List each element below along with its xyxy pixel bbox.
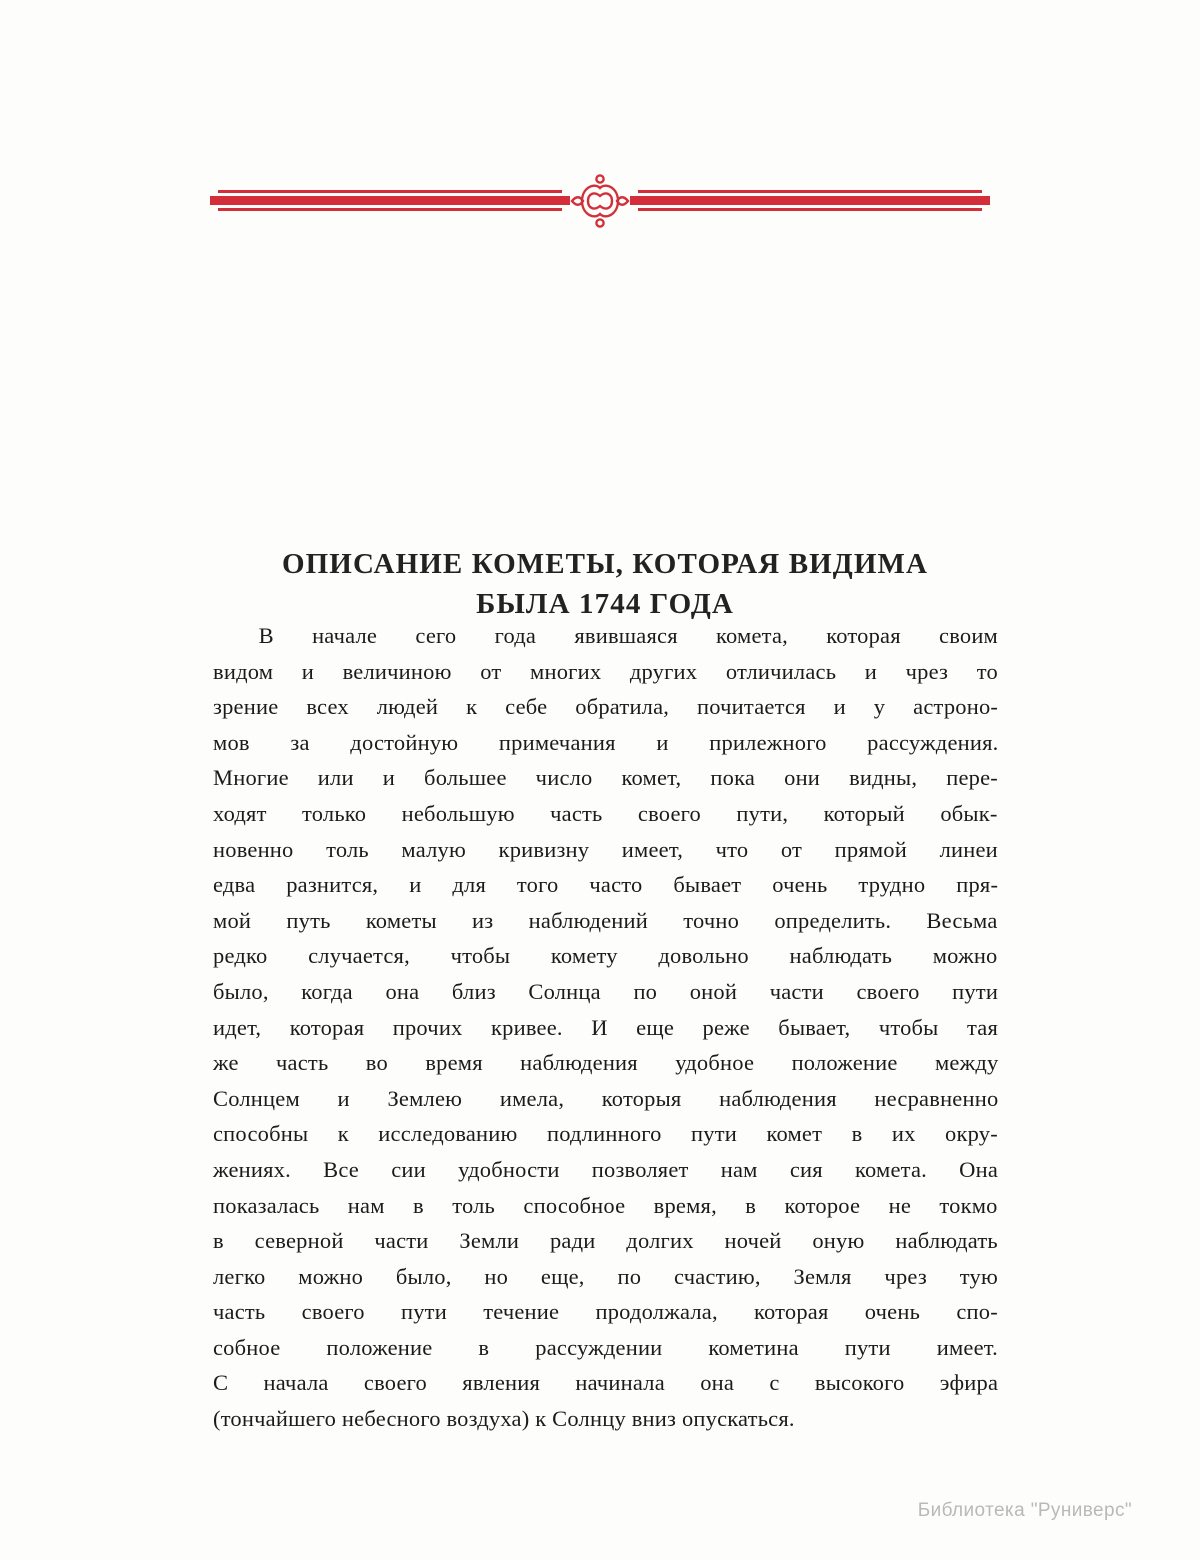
page-title: [210, 544, 1000, 624]
text-line: же часть во время наблюдения удобное положение между: [213, 1050, 999, 1076]
library-watermark: Библиотека "Руниверс": [917, 1500, 1132, 1521]
text-line: способны к исследованию подлинного пути комет в их окру-: [213, 1121, 998, 1147]
text-line: В начале сего года явившаяся комета, которая своим: [258, 623, 998, 648]
text-line: собное положение в рассуждении кометина пути имеет.: [213, 1334, 998, 1360]
text-line: Солнцем и Землею имела, которыя наблюдения несравненно: [213, 1085, 999, 1111]
text-line: мов за достойную примечания и прилежного рассуждения.: [213, 729, 999, 755]
ornament-bar-left: [210, 196, 570, 205]
text-line: показалась нам в толь способное время, в которое не токмо: [213, 1192, 998, 1218]
text-line: Многие или и большее число комет, пока они видны, пере-: [213, 765, 998, 791]
text-line: часть своего пути течение продолжала, которая очень спо-: [213, 1299, 998, 1325]
text-line: идет, которая прочих кривее. И еще реже бывает, чтобы тая: [213, 1014, 999, 1040]
text-line: ходят только небольшую часть своего пути, который обык-: [213, 800, 998, 826]
text-line: зрение всех людей к себе обратила, почитается и у астроно-: [213, 694, 999, 720]
page-title-line-2: БЫЛА 1744 ГОДА: [476, 588, 734, 621]
text-line: едва разнится, и для того часто бывает очень трудно пря-: [213, 872, 999, 898]
text-line: в северной части Земли ради долгих ночей оную наблюдать: [213, 1228, 998, 1254]
text-line: было, когда она близ Солнца по оной части своего пути: [213, 978, 999, 1004]
ornament-center-knot-icon: [552, 170, 648, 232]
page-title-line-1: ОПИСАНИЕ КОМЕТЫ, КОТОРАЯ ВИДИМА: [281, 548, 929, 581]
text-line: (тончайшего небесного воздуха) к Солнцу вниз опускаться.: [213, 1406, 795, 1432]
text-line: С начала своего явления начинала она с высокого эфира: [213, 1370, 999, 1396]
text-line: новенно толь малую кривизну имеет, что от прямой линеи: [213, 836, 998, 862]
text-line: видом и величиною от многих других отличилась и чрез то: [213, 658, 998, 684]
ornament-bar-right: [630, 196, 990, 205]
text-line: мой путь кометы из наблюдений точно определить. Весьма: [213, 907, 998, 933]
text-line: жениях. Все сии удобности позволяет нам сия комета. Она: [213, 1156, 999, 1182]
text-line: редко случается, чтобы комету довольно наблюдать можно: [213, 943, 998, 969]
body-paragraph: [213, 618, 998, 1437]
text-line: легко можно было, но еще, по счастию, Земля чрез тую: [213, 1263, 998, 1289]
decorative-rule-ornament: [210, 170, 990, 232]
